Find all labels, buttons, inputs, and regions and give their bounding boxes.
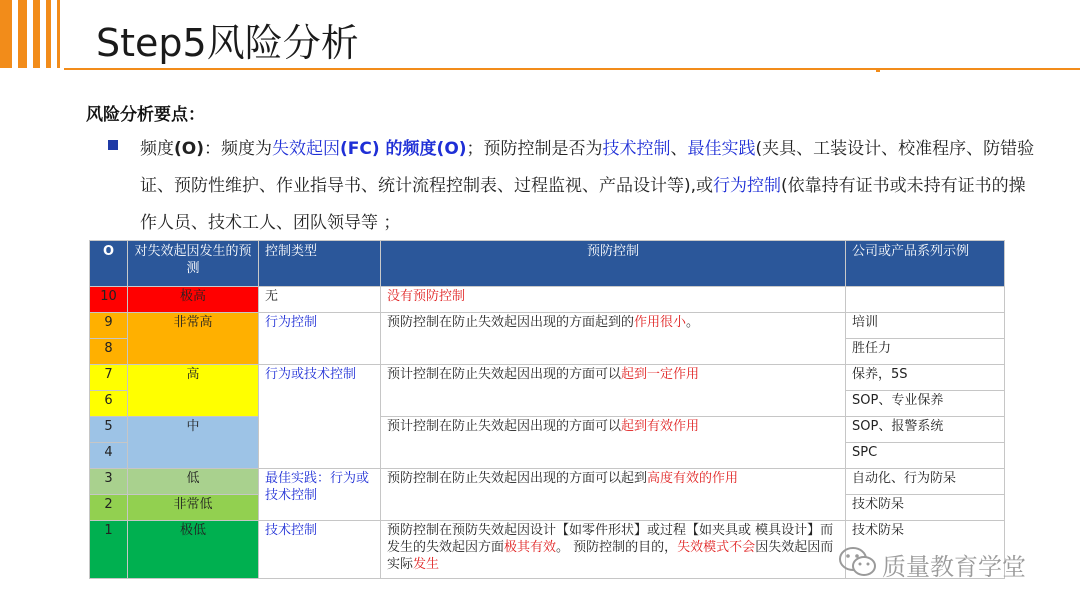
watermark-text: 质量教育学堂 bbox=[882, 553, 1026, 581]
prevention-highlight: 作用很小 bbox=[634, 315, 687, 330]
header-divider bbox=[64, 68, 1080, 70]
section-heading: 风险分析要点： bbox=[86, 105, 205, 125]
o-value: 10 bbox=[90, 287, 128, 313]
header-prediction: 对失效起因发生的预测 bbox=[128, 241, 259, 287]
prevention-text: 预计控制在防止失效起因出现的方面可以 bbox=[387, 419, 622, 434]
prediction-cell: 非常低 bbox=[128, 495, 259, 521]
prediction-cell: 中 bbox=[128, 417, 259, 469]
prevention-cell bbox=[381, 521, 846, 579]
para-highlight: 行为控制 bbox=[713, 176, 782, 196]
example-cell: 自动化、行为防呆 bbox=[846, 469, 1005, 495]
frequency-description bbox=[140, 131, 1040, 242]
control-type-cell: 行为或技术控制 bbox=[259, 365, 381, 469]
table-row bbox=[90, 417, 1005, 443]
header-prevention: 预防控制 bbox=[381, 241, 846, 287]
para-text: 、 bbox=[670, 139, 688, 159]
prevention-text: 预防控制在预防失效起因设计【如零件形状】或过程【如夹具或 模具设计】而发生的失效起因方面 bbox=[387, 523, 834, 555]
para-text: ：频度为 bbox=[204, 139, 272, 159]
header-divider-mark bbox=[876, 68, 880, 72]
prevention-cell bbox=[381, 313, 846, 365]
header-o: O bbox=[90, 241, 128, 287]
table-row bbox=[90, 313, 1005, 339]
para-text: ；预防控制是否为 bbox=[466, 139, 603, 159]
prevention-text: 预计控制在防止失效起因出现的方面可以 bbox=[387, 367, 622, 382]
o-value: 7 bbox=[90, 365, 128, 391]
prediction-cell: 高 bbox=[128, 365, 259, 417]
o-value: 1 bbox=[90, 521, 128, 579]
prevention-cell: 没有预防控制 bbox=[381, 287, 846, 313]
prediction-cell: 极低 bbox=[128, 521, 259, 579]
page-title: Step5风险分析 bbox=[96, 21, 359, 65]
prevention-highlight: 起到一定作用 bbox=[621, 367, 700, 382]
example-cell: 胜任力 bbox=[846, 339, 1005, 365]
o-value: 8 bbox=[90, 339, 128, 365]
table-row bbox=[90, 287, 1005, 313]
wechat-icon bbox=[838, 545, 878, 581]
watermark bbox=[838, 543, 1058, 583]
control-type-cell: 最佳实践：行为或技术控制 bbox=[259, 469, 381, 521]
prevention-cell bbox=[381, 365, 846, 417]
example-cell: 培训 bbox=[846, 313, 1005, 339]
prevention-highlight: 发生 bbox=[413, 557, 440, 572]
para-highlight: (FC) 的频度(O) bbox=[340, 139, 467, 159]
para-highlight: 最佳实践 bbox=[687, 139, 756, 159]
o-value: 9 bbox=[90, 313, 128, 339]
prevention-highlight: 高度有效的作用 bbox=[647, 471, 739, 486]
example-cell: SPC bbox=[846, 443, 1005, 469]
prevention-cell bbox=[381, 417, 846, 469]
o-value: 5 bbox=[90, 417, 128, 443]
occurrence-rating-table bbox=[89, 240, 1005, 579]
para-text: (夹具、工装设计、校准程序、防错验证、预防性维护、作业指导书、统计流程控制表、过程监视、产品设计等),或 bbox=[140, 139, 1035, 196]
example-cell: 保养，5S bbox=[846, 365, 1005, 391]
para-text: (O) bbox=[174, 139, 204, 159]
o-value: 2 bbox=[90, 495, 128, 521]
header-accent-bars bbox=[0, 0, 70, 68]
example-cell: 技术防呆 bbox=[846, 495, 1005, 521]
control-type-cell: 无 bbox=[259, 287, 381, 313]
prevention-highlight: 起到有效作用 bbox=[621, 419, 700, 434]
prevention-text: 预防控制在防止失效起因出现的方面可以起到 bbox=[387, 471, 648, 486]
header-examples: 公司或产品系列示例 bbox=[846, 241, 1005, 287]
para-text: 频度 bbox=[140, 139, 174, 159]
prevention-highlight: 极其有效 bbox=[504, 540, 557, 555]
prevention-text: 因失效起因而实际 bbox=[387, 540, 834, 572]
table-row bbox=[90, 365, 1005, 391]
prevention-text: 。 预防控制的目的， bbox=[556, 540, 678, 555]
o-value: 3 bbox=[90, 469, 128, 495]
example-cell: SOP、专业保养 bbox=[846, 391, 1005, 417]
control-type-cell: 行为控制 bbox=[259, 313, 381, 365]
para-text: (依靠持有证书或未持有证书的操作人员、技术工人、团队领导等 ； bbox=[140, 176, 1026, 233]
para-highlight: 失效起因 bbox=[272, 139, 340, 159]
prevention-highlight: 失效模式不会 bbox=[677, 540, 756, 555]
prevention-text: 。 bbox=[686, 315, 700, 330]
para-highlight: 技术控制 bbox=[602, 139, 671, 159]
bullet-square-icon bbox=[108, 140, 118, 150]
example-cell bbox=[846, 287, 1005, 313]
prediction-cell: 非常高 bbox=[128, 313, 259, 365]
prediction-cell: 极高 bbox=[128, 287, 259, 313]
prediction-cell: 低 bbox=[128, 469, 259, 495]
example-cell: SOP、报警系统 bbox=[846, 417, 1005, 443]
o-value: 6 bbox=[90, 391, 128, 417]
o-value: 4 bbox=[90, 443, 128, 469]
example-cell: 技术防呆 bbox=[846, 521, 1005, 579]
prevention-cell bbox=[381, 469, 846, 521]
table-row bbox=[90, 469, 1005, 495]
header-control-type: 控制类型 bbox=[259, 241, 381, 287]
control-type-cell: 技术控制 bbox=[259, 521, 381, 579]
prevention-text: 预防控制在防止失效起因出现的方面起到的 bbox=[387, 315, 635, 330]
